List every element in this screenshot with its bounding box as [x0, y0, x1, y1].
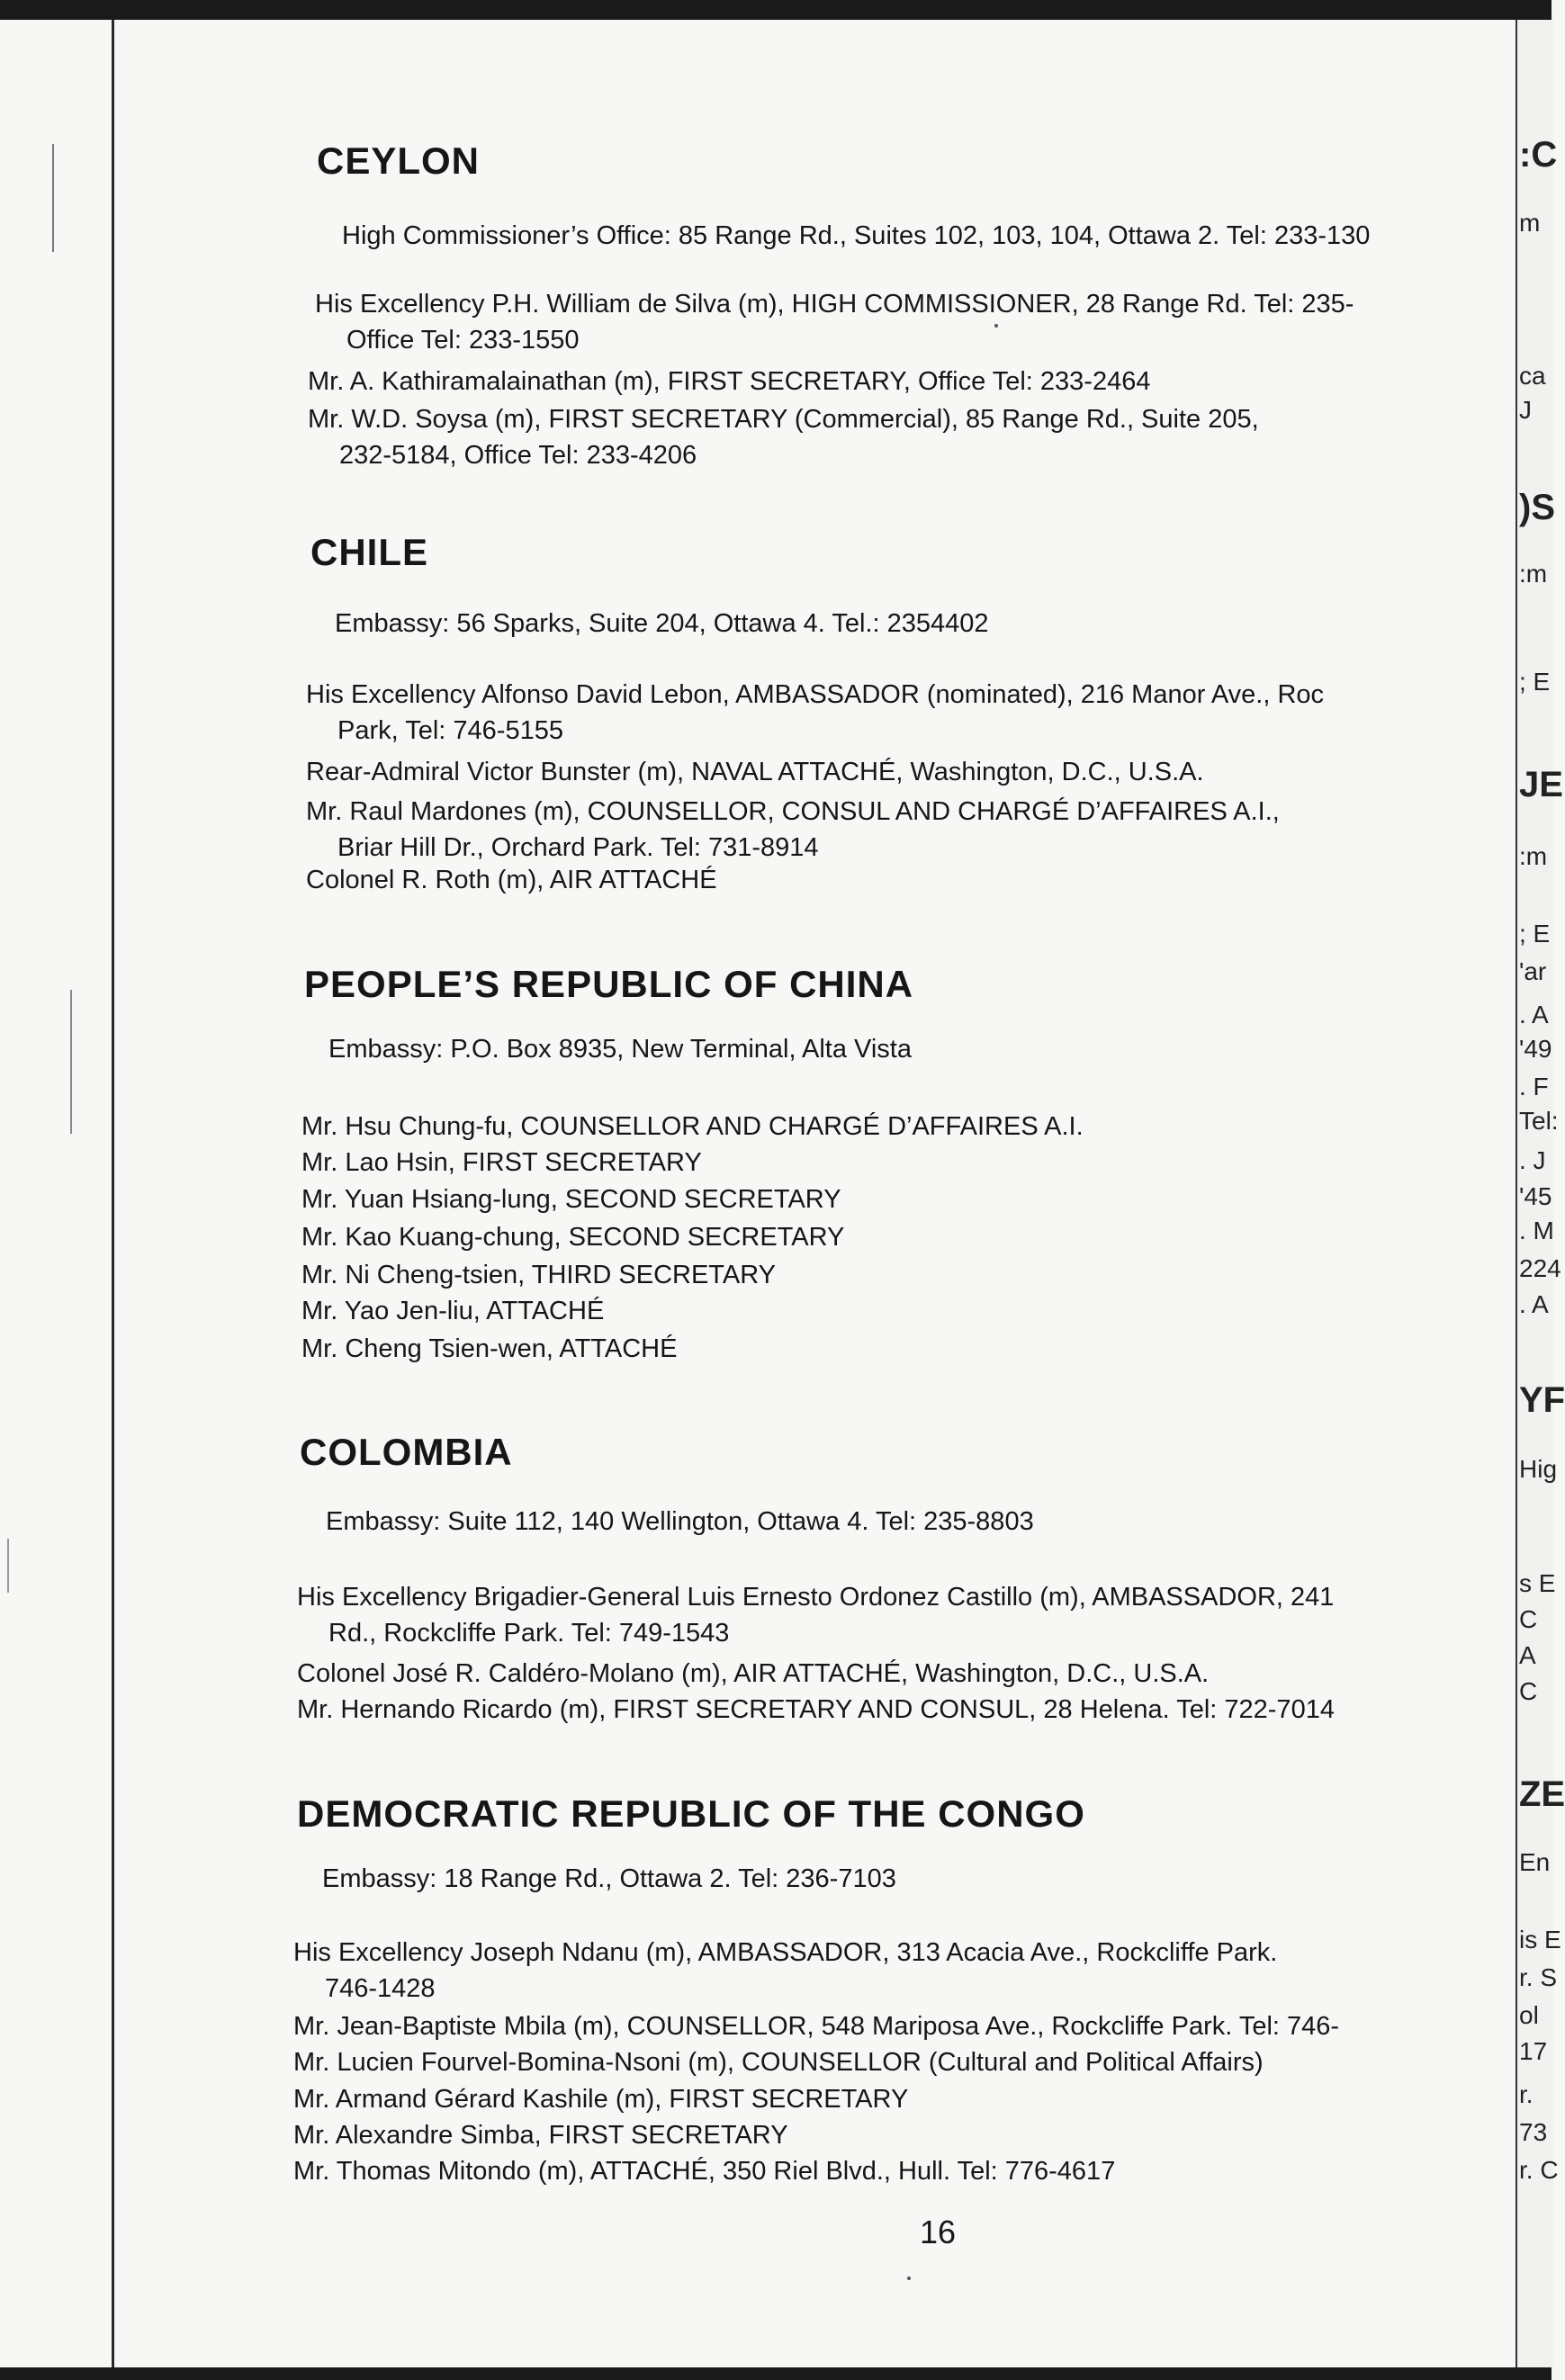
adjacent-page-fragment: ; E: [1519, 920, 1551, 948]
adjacent-page-fragment: C: [1519, 1605, 1538, 1633]
section-heading-ceylon: CEYLON: [317, 139, 481, 182]
adjacent-page-fragment: . A: [1519, 1001, 1549, 1028]
adjacent-page-fragment: Tel:: [1519, 1107, 1559, 1135]
adjacent-page-fragment: r. C: [1519, 2156, 1559, 2184]
adjacent-page-fragment: . M: [1519, 1217, 1554, 1244]
chile-entry: Rear-Admiral Victor Bunster (m), NAVAL ATTACHÉ, Washington, D.C., U.S.A.: [306, 758, 1204, 786]
colombia-entry: His Excellency Brigadier-General Luis Ernesto Ordonez Castillo (m), AMBASSADOR, 241 Rd., Rockcliffe Park. Tel: 749-1543: [297, 1583, 1335, 1648]
adjacent-page-fragment: is E: [1519, 1926, 1561, 1953]
congo-entry: Mr. Jean-Baptiste Mbila (m), COUNSELLOR, 548 Mariposa Ave., Rockcliffe Park. Tel: 746-: [293, 2012, 1340, 2041]
adjacent-page-fragment: 17: [1519, 2037, 1548, 2065]
chile-embassy-address: Embassy: 56 Sparks, Suite 204, Ottawa 4. Tel.: 2354402: [335, 609, 989, 638]
adjacent-page-fragment: Hig: [1519, 1455, 1558, 1483]
adjacent-page-edge: [1516, 20, 1565, 2368]
congo-entry: Mr. Lucien Fourvel-Bomina-Nsoni (m), COUNSELLOR (Cultural and Political Affairs): [293, 2048, 1264, 2077]
adjacent-page-fragment: :m: [1519, 842, 1548, 870]
ceylon-entry: Mr. W.D. Soysa (m), FIRST SECRETARY (Commercial), 85 Range Rd., Suite 205, 232-5184, Office Tel: 233-4206: [308, 405, 1259, 470]
adjacent-page-fragment: ; E: [1519, 668, 1551, 696]
congo-entry: His Excellency Joseph Ndanu (m), AMBASSADOR, 313 Acacia Ave., Rockcliffe Park. 746-1428: [293, 1938, 1278, 2003]
congo-entry: Mr. Armand Gérard Kashile (m), FIRST SECRETARY: [293, 2085, 909, 2114]
section-heading-colombia: COLOMBIA: [300, 1431, 513, 1473]
chile-entry: His Excellency Alfonso David Lebon, AMBASSADOR (nominated), 216 Manor Ave., Roc Park, Tel: 746-5155: [306, 680, 1325, 745]
china-entry: Mr. Lao Hsin, FIRST SECRETARY: [301, 1148, 702, 1177]
adjacent-page-fragment: '45: [1519, 1182, 1552, 1210]
colombia-embassy-address: Embassy: Suite 112, 140 Wellington, Ottawa 4. Tel: 235-8803: [326, 1507, 1034, 1536]
adjacent-page-fragment: . A: [1519, 1290, 1549, 1318]
congo-entry: Mr. Alexandre Simba, FIRST SECRETARY: [293, 2121, 788, 2150]
adjacent-page-fragment: ca: [1519, 362, 1546, 390]
adjacent-page-fragment: ol: [1519, 2001, 1539, 2029]
adjacent-page-fragment: '49: [1519, 1035, 1552, 1063]
ceylon-entry: Mr. A. Kathiramalainathan (m), FIRST SECRETARY, Office Tel: 233-2464: [308, 367, 1151, 396]
adjacent-page-fragment: 'ar: [1519, 957, 1547, 985]
congo-entry: Mr. Thomas Mitondo (m), ATTACHÉ, 350 Riel Blvd., Hull. Tel: 776-4617: [293, 2157, 1116, 2186]
adjacent-page-fragment: A: [1519, 1641, 1536, 1669]
adjacent-page-fragment: ZE: [1519, 1774, 1565, 1814]
adjacent-page-fragment: 224: [1519, 1254, 1561, 1282]
adjacent-page-fragment: :C: [1519, 135, 1558, 175]
ceylon-entry: His Excellency P.H. William de Silva (m), HIGH COMMISSIONER, 28 Range Rd. Tel: 235- Office Tel: 233-1550: [315, 290, 1354, 355]
china-entry: Mr. Cheng Tsien-wen, ATTACHÉ: [301, 1334, 678, 1363]
page-number: 16: [920, 2214, 957, 2250]
ceylon-office-address: High Commissioner’s Office: 85 Range Rd., Suites 102, 103, 104, Ottawa 2. Tel: 233-130: [342, 221, 1371, 250]
adjacent-page-fragment: :m: [1519, 560, 1548, 588]
colombia-entry: Colonel José R. Caldéro-Molano (m), AIR ATTACHÉ, Washington, D.C., U.S.A.: [297, 1659, 1210, 1688]
china-entry: Mr. Kao Kuang-chung, SECOND SECRETARY: [301, 1223, 845, 1252]
colombia-entry: Mr. Hernando Ricardo (m), FIRST SECRETARY AND CONSUL, 28 Helena. Tel: 722-7014: [297, 1695, 1335, 1724]
adjacent-page-fragment: r.: [1519, 2080, 1534, 2108]
adjacent-page-fragment: 73: [1519, 2118, 1548, 2146]
china-entry: Mr. Ni Cheng-tsien, THIRD SECRETARY: [301, 1261, 776, 1289]
adjacent-page-fragment: En: [1519, 1848, 1551, 1876]
china-entry: Mr. Yao Jen-liu, ATTACHÉ: [301, 1297, 605, 1325]
china-embassy-address: Embassy: P.O. Box 8935, New Terminal, Alta Vista: [328, 1035, 912, 1064]
scan-speck: [994, 324, 998, 328]
adjacent-page-fragment: )S: [1519, 488, 1555, 527]
china-entry: Mr. Hsu Chung-fu, COUNSELLOR AND CHARGÉ D’AFFAIRES A.I.: [301, 1112, 1084, 1141]
chile-entry: Colonel R. Roth (m), AIR ATTACHÉ: [306, 866, 717, 894]
section-heading-chile: CHILE: [310, 531, 428, 573]
scan-speck: [907, 2277, 911, 2280]
adjacent-page-fragment: s E: [1519, 1569, 1556, 1597]
section-heading-china: PEOPLE’S REPUBLIC OF CHINA: [304, 963, 914, 1005]
china-entry: Mr. Yuan Hsiang-lung, SECOND SECRETARY: [301, 1185, 841, 1214]
section-heading-congo: DEMOCRATIC REPUBLIC OF THE CONGO: [297, 1792, 1085, 1835]
chile-entry: Mr. Raul Mardones (m), COUNSELLOR, CONSUL AND CHARGÉ D’AFFAIRES A.I., Briar Hill Dr., Orchard Park. Tel: 731-8914: [306, 797, 1280, 862]
adjacent-page-fragment: . J: [1519, 1146, 1546, 1174]
adjacent-page-fragment: J: [1519, 396, 1532, 424]
adjacent-page-fragment: m: [1519, 209, 1541, 237]
adjacent-page-fragment: JE: [1519, 765, 1563, 804]
adjacent-page-fragment: YF: [1519, 1380, 1565, 1420]
adjacent-page-fragment: r. S: [1519, 1963, 1558, 1991]
congo-embassy-address: Embassy: 18 Range Rd., Ottawa 2. Tel: 236-7103: [322, 1864, 896, 1893]
adjacent-page-fragment: C: [1519, 1677, 1538, 1705]
scan-bottom-border: [0, 2367, 1552, 2380]
adjacent-page-fragment: . F: [1519, 1073, 1549, 1100]
